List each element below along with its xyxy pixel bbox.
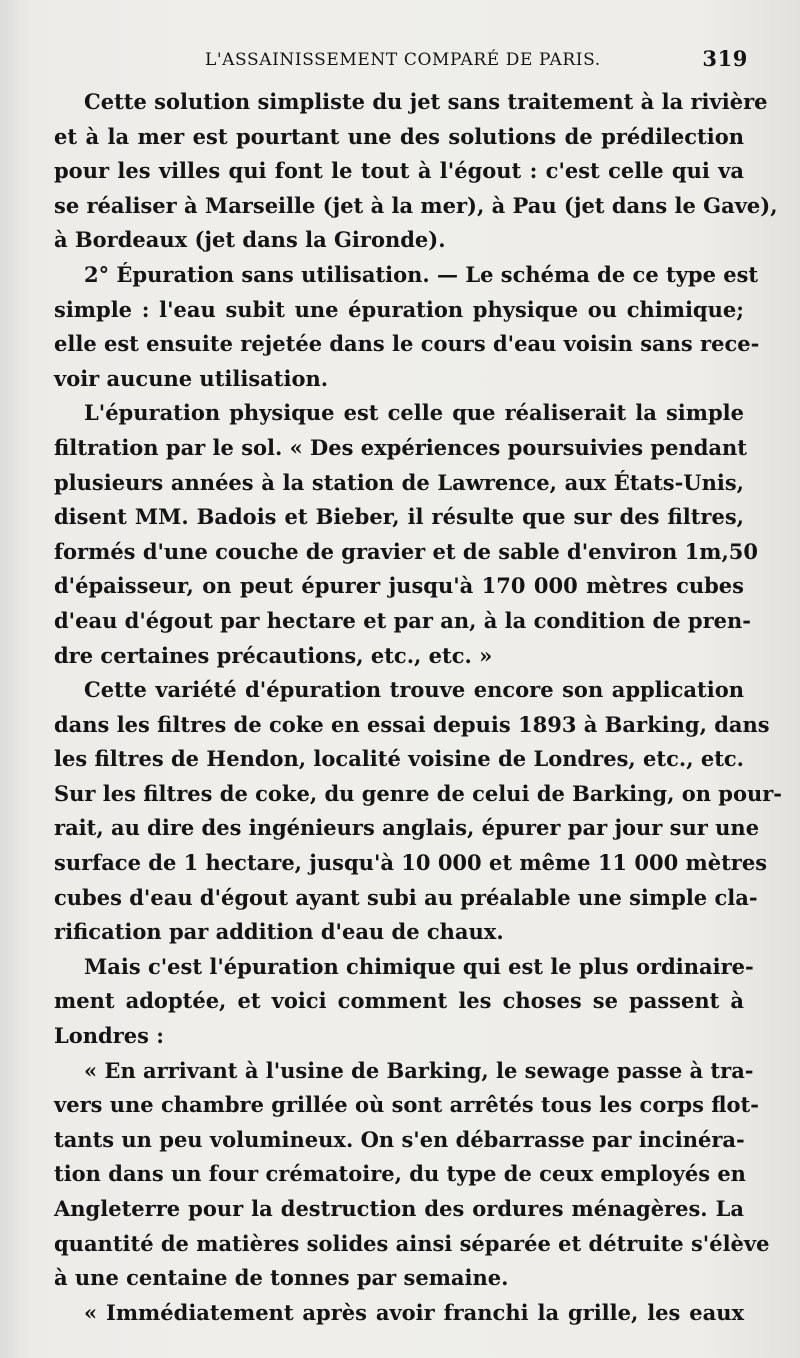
text-line: Sur les filtres de coke, du genre de celui de Barking, on pour- [54,780,783,806]
text-line: cubes d'eau d'égout ayant subi au préalable une simple cla- [54,884,758,910]
text-line: 2° Épuration sans utilisation. — Le schéma de ce type est [84,261,759,287]
text-line: rification par addition d'eau de chaux. [54,919,504,945]
text-line: simple : l'eau subit une épuration physique ou chimique; [54,296,744,322]
text-line: vers une chambre grillée où sont arrêtés tous les corps flot- [54,1092,759,1118]
text-line: d'épaisseur, on peut épurer jusqu'à 170 000 mètres cubes [54,573,744,599]
text-line: rait, au dire des ingénieurs anglais, épurer par jour sur une [54,815,760,841]
body-text [54,85,783,1330]
text-line: Cette variété d'épuration trouve encore son application [84,677,744,703]
text-line: à une centaine de tonnes par semaine. [54,1265,509,1291]
text-line: Londres : [54,1023,165,1049]
page-header [205,46,748,76]
text-line: voir aucune utilisation. [54,365,329,391]
text-line: « Immédiatement après avoir franchi la grille, les eaux [84,1299,744,1325]
text-line: et à la mer est pourtant une des solutions de prédilection [54,123,744,149]
text-line: d'eau d'égout par hectare et par an, à la condition de pren- [54,607,752,633]
text-line: les filtres de Hendon, localité voisine de Londres, etc., etc. [54,746,744,772]
text-line: Angleterre pour la destruction des ordures ménagères. La [54,1196,744,1221]
text-line: dre certaines précautions, etc., etc. » [54,642,493,668]
text-line: à Bordeaux (jet dans la Gironde). [54,227,446,253]
text-line: elle est ensuite rejetée dans le cours d'eau voisin sans rece- [54,331,760,357]
text-line: L'épuration physique est celle que réaliserait la simple [84,400,744,426]
text-line: filtration par le sol. « Des expériences poursuivies pendant [54,434,747,460]
text-line: se réaliser à Marseille (jet à la mer), à Pau (jet dans le Gave), [54,192,778,218]
text-line: disent MM. Badois et Bieber, il résulte que sur des filtres, [54,504,744,530]
text-line: plusieurs années à la station de Lawrence, aux États-Unis, [54,469,744,495]
text-line: surface de 1 hectare, jusqu'à 10 000 et même 11 000 mètres [54,850,768,876]
text-line: dans les filtres de coke en essai depuis 1893 à Barking, dans [54,711,770,737]
text-line: Cette solution simpliste du jet sans traitement à la rivière [84,89,768,114]
page-number: 319 [702,46,748,71]
text-line: pour les villes qui font le tout à l'égout : c'est celle qui va [54,158,744,184]
text-line: « En arrivant à l'usine de Barking, le sewage passe à tra- [84,1057,754,1083]
text-line: Mais c'est l'épuration chimique qui est le plus ordinaire- [84,953,754,979]
text-line: formés d'une couche de gravier et de sable d'environ 1m,50 [54,538,758,564]
running-title: L'ASSAINISSEMENT COMPARÉ DE PARIS. [205,50,601,70]
text-line: ment adoptée, et voici comment les choses se passent à [54,988,744,1014]
text-line: tion dans un four crématoire, du type de ceux employés en [54,1161,746,1187]
text-line: tants un peu volumineux. On s'en débarrasse par incinéra- [54,1126,745,1152]
text-line: quantité de matières solides ainsi séparée et détruite s'élève [54,1230,770,1256]
